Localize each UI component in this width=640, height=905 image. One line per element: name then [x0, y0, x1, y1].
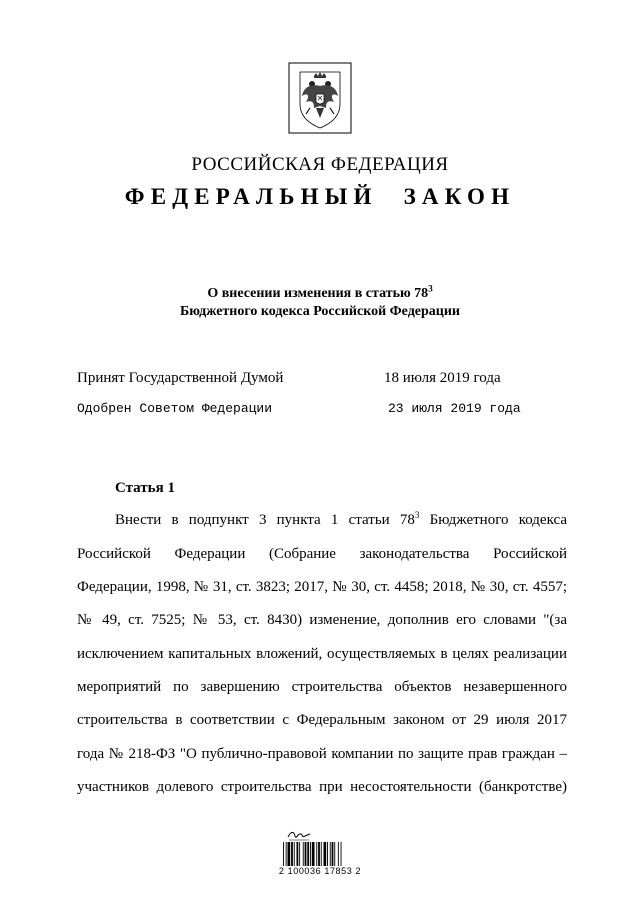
- article-text-line: Федерации, 1998, № 31, ст. 3823; 2017, № 30, ст. 4458; 2018, № 30, ст. 4557;: [77, 579, 567, 595]
- barcode-bar: [316, 842, 317, 866]
- law-type-heading: ФЕДЕРАЛЬНЫЙ ЗАКОН: [124, 184, 516, 209]
- barcode-bar: [307, 842, 309, 866]
- approved-by-council-label: Одобрен Советом Федерации: [77, 401, 273, 416]
- law-title-line-1-text: О внесении изменения в статью 78: [207, 286, 429, 301]
- barcode-bar: [334, 842, 335, 866]
- article-text-line: строительства в соответствии с Федеральным законом от 29 июля 2017: [77, 712, 567, 728]
- barcode-bar: [299, 842, 300, 866]
- barcode-bar: [303, 842, 304, 866]
- barcode-bar: [305, 842, 307, 866]
- barcode-image: [283, 842, 361, 866]
- law-title: [0, 285, 640, 321]
- article-text-line: № 49, ст. 7525; № 53, ст. 8430) изменение, дополнив его словами "(за: [77, 612, 567, 628]
- barcode-bar: [291, 842, 293, 866]
- article-text-line: исключением капитальных вложений, осуществляемых в целях реализации: [77, 646, 567, 662]
- article-text-line: участников долевого строительства при несостоятельности (банкротстве): [77, 779, 567, 795]
- article-text-line: [115, 512, 567, 529]
- country-name: РОССИЙСКАЯ ФЕДЕРАЦИЯ: [191, 154, 449, 175]
- barcode-bar: [283, 842, 284, 866]
- barcode-bar: [288, 842, 291, 866]
- article-heading: Статья 1: [115, 480, 175, 496]
- barcode-bar: [341, 842, 342, 866]
- approved-by-council-date: 23 июля 2019 года: [388, 401, 521, 416]
- barcode-bar: [332, 842, 334, 866]
- barcode-bar: [294, 842, 295, 866]
- barcode-bar: [330, 842, 331, 866]
- barcode-bar: [286, 842, 287, 866]
- adopted-by-duma-date: 18 июля 2019 года: [384, 370, 501, 386]
- barcode-bar: [324, 842, 327, 866]
- signature-mark: [286, 828, 312, 842]
- article-text-line: года № 218-ФЗ "О публично-правовой компании по защите прав граждан –: [77, 746, 567, 762]
- article-text-line-1a: Внести в подпункт 3 пункта 1 статьи 78: [115, 512, 415, 528]
- article-text-line: Российской Федерации (Собрание законодательства Российской: [77, 546, 567, 562]
- barcode-bar: [310, 842, 311, 866]
- law-title-line-2: Бюджетного кодекса Российской Федерации: [179, 304, 460, 319]
- law-title-superscript: 3: [428, 283, 433, 294]
- barcode-bar: [312, 842, 315, 866]
- article-text-line-1b: Бюджетного кодекса: [419, 512, 567, 528]
- barcode-bar: [327, 842, 328, 866]
- barcode-bar: [297, 842, 299, 866]
- barcode-bar: [321, 842, 322, 866]
- barcode-bar: [318, 842, 320, 866]
- barcode-bar: [338, 842, 339, 866]
- article-text-line: мероприятий по завершению строительства объектов незавершенного: [77, 679, 567, 695]
- coat-of-arms-emblem: [288, 62, 352, 134]
- barcode-number: 2 100036 17853 2: [278, 866, 362, 876]
- law-title-line-1: [0, 285, 640, 303]
- adopted-by-duma-label: Принят Государственной Думой: [77, 370, 284, 386]
- article-text-superscript: 3: [414, 510, 420, 520]
